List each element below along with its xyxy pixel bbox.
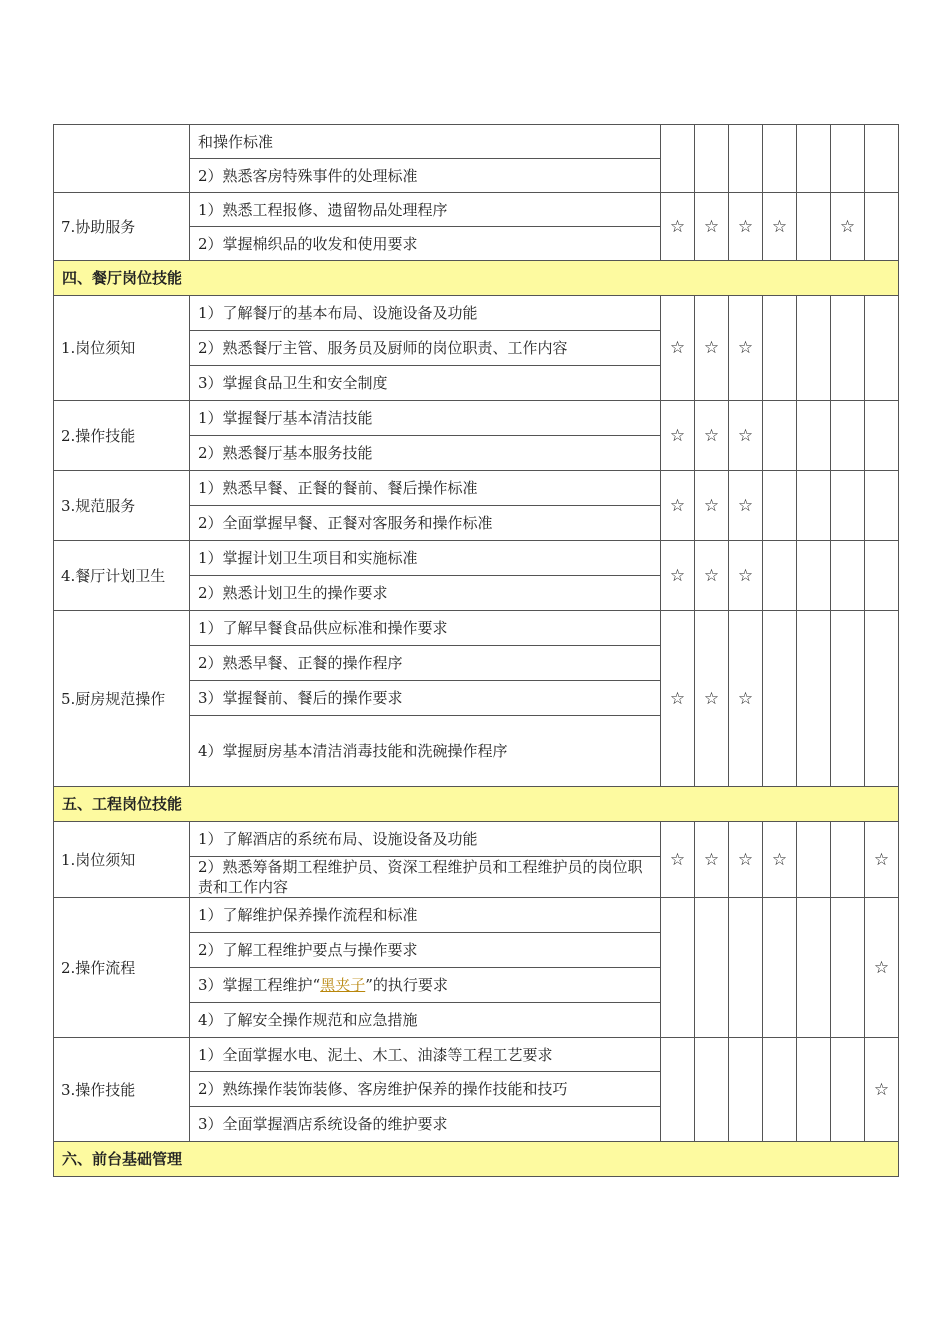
section-header-row [54, 261, 899, 296]
skill-category-cell: 4.餐厅计划卫生 [54, 541, 190, 611]
skill-item-cell: 2）熟悉客房特殊事件的处理标准 [190, 159, 661, 193]
skill-item-cell: 2）掌握棉织品的收发和使用要求 [190, 227, 661, 261]
section-title: 四、餐厅岗位技能 [54, 261, 899, 296]
table-row [54, 822, 899, 857]
skill-item-cell: 2）全面掌握早餐、正餐对客服务和操作标准 [190, 506, 661, 541]
empty-mark-cell [831, 296, 865, 401]
skill-item-cell: 1）了解维护保养操作流程和标准 [190, 898, 661, 933]
section-header-row [54, 1142, 899, 1177]
star-mark-cell: ☆ [729, 471, 763, 541]
empty-mark-cell [763, 296, 797, 401]
skill-item-cell: 和操作标准 [190, 125, 661, 159]
empty-mark-cell [831, 125, 865, 193]
star-mark-cell: ☆ [729, 193, 763, 261]
skill-item-cell: 4）掌握厨房基本清洁消毒技能和洗碗操作程序 [190, 716, 661, 787]
star-mark-cell: ☆ [695, 471, 729, 541]
empty-mark-cell [763, 1038, 797, 1142]
skill-category-cell: 3.操作技能 [54, 1038, 190, 1142]
skill-category-cell: 2.操作技能 [54, 401, 190, 471]
star-mark-cell: ☆ [661, 611, 695, 787]
empty-mark-cell [865, 611, 899, 787]
empty-mark-cell [865, 401, 899, 471]
skill-category-cell: 2.操作流程 [54, 898, 190, 1038]
star-mark-cell: ☆ [729, 822, 763, 898]
skill-category-cell: 1.岗位须知 [54, 296, 190, 401]
empty-mark-cell [695, 125, 729, 193]
empty-mark-cell [797, 471, 831, 541]
empty-mark-cell [831, 611, 865, 787]
term-link[interactable]: 黑夹子 [320, 976, 366, 994]
table-row [54, 1038, 899, 1072]
section-title: 六、前台基础管理 [54, 1142, 899, 1177]
skill-category-cell: 3.规范服务 [54, 471, 190, 541]
empty-mark-cell [831, 401, 865, 471]
star-mark-cell: ☆ [661, 822, 695, 898]
star-mark-cell: ☆ [763, 193, 797, 261]
star-mark-cell: ☆ [661, 296, 695, 401]
skill-item-cell: 3）掌握餐前、餐后的操作要求 [190, 681, 661, 716]
empty-mark-cell [797, 193, 831, 261]
empty-mark-cell [763, 898, 797, 1038]
empty-mark-cell [763, 541, 797, 611]
star-mark-cell: ☆ [865, 822, 899, 898]
table-row [54, 471, 899, 506]
star-mark-cell: ☆ [763, 822, 797, 898]
star-mark-cell: ☆ [695, 611, 729, 787]
skill-item-cell: 1）了解早餐食品供应标准和操作要求 [190, 611, 661, 646]
empty-mark-cell [695, 898, 729, 1038]
empty-mark-cell [763, 401, 797, 471]
empty-mark-cell [797, 296, 831, 401]
table-row [54, 898, 899, 933]
empty-mark-cell [729, 898, 763, 1038]
skill-category-cell: 1.岗位须知 [54, 822, 190, 898]
skill-category-cell [54, 125, 190, 193]
empty-mark-cell [865, 296, 899, 401]
skill-category-cell: 5.厨房规范操作 [54, 611, 190, 787]
star-mark-cell: ☆ [661, 193, 695, 261]
skill-item-cell: 2）熟悉餐厅基本服务技能 [190, 436, 661, 471]
empty-mark-cell [865, 125, 899, 193]
star-mark-cell: ☆ [865, 1038, 899, 1142]
table-row [54, 125, 899, 159]
skill-item-cell: 1）熟悉早餐、正餐的餐前、餐后操作标准 [190, 471, 661, 506]
empty-mark-cell [797, 898, 831, 1038]
empty-mark-cell [797, 611, 831, 787]
skill-item-cell: 4）了解安全操作规范和应急措施 [190, 1003, 661, 1038]
skill-item-cell: 2）熟悉筹备期工程维护员、资深工程维护员和工程维护员的岗位职责和工作内容 [190, 857, 661, 898]
skill-item-cell: 2）了解工程维护要点与操作要求 [190, 933, 661, 968]
empty-mark-cell [831, 898, 865, 1038]
star-mark-cell: ☆ [695, 822, 729, 898]
skill-item-cell: 1）了解餐厅的基本布局、设施设备及功能 [190, 296, 661, 331]
table-row [54, 541, 899, 576]
star-mark-cell: ☆ [695, 296, 729, 401]
star-mark-cell: ☆ [865, 898, 899, 1038]
star-mark-cell: ☆ [695, 401, 729, 471]
empty-mark-cell [831, 541, 865, 611]
empty-mark-cell [831, 471, 865, 541]
star-mark-cell: ☆ [729, 401, 763, 471]
star-mark-cell: ☆ [695, 541, 729, 611]
empty-mark-cell [797, 822, 831, 898]
empty-mark-cell [831, 822, 865, 898]
star-mark-cell: ☆ [729, 611, 763, 787]
empty-mark-cell [797, 1038, 831, 1142]
empty-mark-cell [831, 1038, 865, 1142]
star-mark-cell: ☆ [661, 471, 695, 541]
empty-mark-cell [797, 125, 831, 193]
skill-item-cell: 2）熟悉餐厅主管、服务员及厨师的岗位职责、工作内容 [190, 331, 661, 366]
skill-item-cell: 2）熟悉计划卫生的操作要求 [190, 576, 661, 611]
star-mark-cell: ☆ [695, 193, 729, 261]
empty-mark-cell [661, 898, 695, 1038]
skill-item-cell: 1）掌握计划卫生项目和实施标准 [190, 541, 661, 576]
empty-mark-cell [695, 1038, 729, 1142]
star-mark-cell: ☆ [729, 296, 763, 401]
skill-item-cell: 3）全面掌握酒店系统设备的维护要求 [190, 1107, 661, 1142]
skill-item-cell: 1）掌握餐厅基本清洁技能 [190, 401, 661, 436]
section-title: 五、工程岗位技能 [54, 787, 899, 822]
skill-item-cell: 1）全面掌握水电、泥土、木工、油漆等工程工艺要求 [190, 1038, 661, 1072]
skill-category-cell: 7.协助服务 [54, 193, 190, 261]
training-skills-table-page [53, 124, 898, 1177]
empty-mark-cell [729, 1038, 763, 1142]
star-mark-cell: ☆ [661, 401, 695, 471]
empty-mark-cell [661, 125, 695, 193]
table-row [54, 611, 899, 646]
table-row [54, 401, 899, 436]
skill-item-cell: 1）了解酒店的系统布局、设施设备及功能 [190, 822, 661, 857]
star-mark-cell: ☆ [661, 541, 695, 611]
empty-mark-cell [729, 125, 763, 193]
skill-item-cell: 1）熟悉工程报修、遗留物品处理程序 [190, 193, 661, 227]
empty-mark-cell [763, 125, 797, 193]
empty-mark-cell [763, 471, 797, 541]
section-header-row [54, 787, 899, 822]
star-mark-cell: ☆ [729, 541, 763, 611]
skill-item-cell: 3）掌握工程维护“黑夹子”的执行要求 [190, 968, 661, 1003]
empty-mark-cell [797, 541, 831, 611]
skill-item-cell: 3）掌握食品卫生和安全制度 [190, 366, 661, 401]
empty-mark-cell [763, 611, 797, 787]
table-row [54, 296, 899, 331]
table-row [54, 193, 899, 227]
empty-mark-cell [797, 401, 831, 471]
skill-item-cell: 2）熟练操作装饰装修、客房维护保养的操作技能和技巧 [190, 1072, 661, 1107]
star-mark-cell: ☆ [831, 193, 865, 261]
empty-mark-cell [865, 193, 899, 261]
skill-item-cell: 2）熟悉早餐、正餐的操作程序 [190, 646, 661, 681]
empty-mark-cell [865, 541, 899, 611]
skills-matrix-table [53, 124, 899, 1177]
empty-mark-cell [865, 471, 899, 541]
empty-mark-cell [661, 1038, 695, 1142]
